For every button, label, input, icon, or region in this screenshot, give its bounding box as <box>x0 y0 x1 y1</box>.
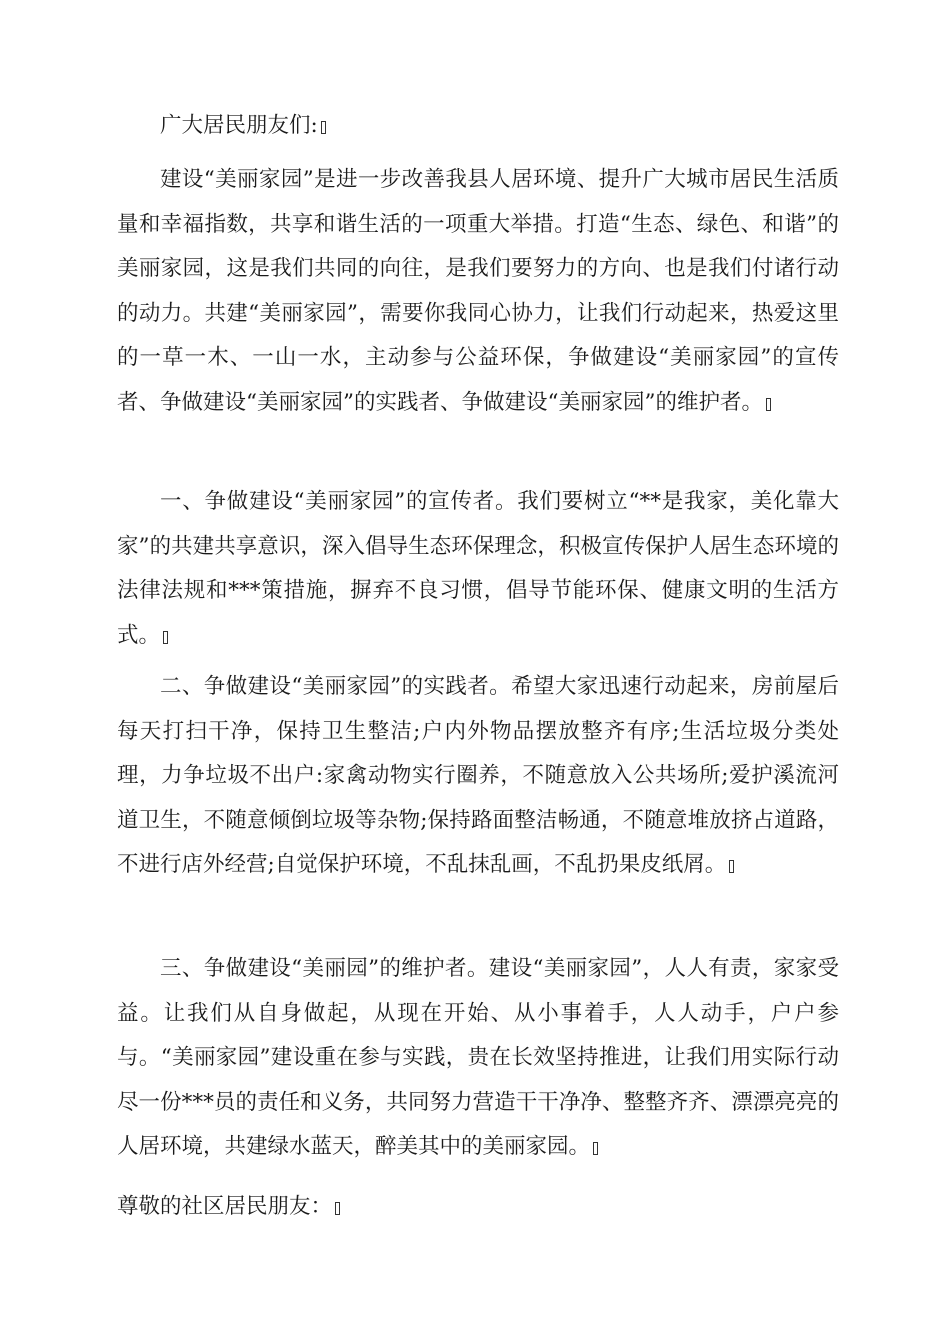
paragraph-text: 一、争做建设“美丽家园”的宣传者。我们要树立“**是我家，美化靠大家”的共建共享意识，深入倡导生态环保理念，积极宣传保护人居生态环境的法律法规和***策措施，摒弃不良习惯，倡导节能环保、健康文明的生活方式。 <box>117 489 839 648</box>
paragraph-mark-icon <box>729 860 734 873</box>
section-one-paragraph <box>117 480 839 658</box>
paragraph-text: 三、争做建设“美丽园”的维护者。建设“美丽家园”，人人有责，家家受益。让我们从自身做起，从现在开始、从小事着手，人人动手，户户参与。“美丽家园”建设重在参与实践，贵在长效坚持推进，让我们用实际行动尽一份***员的责任和义务，共同努力营造干干净净、整整齐齐、漂漂亮亮的人居环境，共建绿水蓝天，醉美其中的美丽家园。 <box>117 956 839 1159</box>
greeting-paragraph <box>117 104 839 149</box>
section-two-paragraph <box>117 665 839 888</box>
section-three-paragraph <box>117 947 839 1170</box>
paragraph-text: 尊敬的社区居民朋友： <box>117 1194 333 1219</box>
second-greeting-paragraph <box>117 1185 839 1230</box>
paragraph-text: 广大居民朋友们: <box>160 113 318 138</box>
paragraph-text: 二、争做建设“美丽家园”的实践者。希望大家迅速行动起来，房前屋后每天打扫干净，保持卫生整洁;户内外物品摆放整齐有序;生活垃圾分类处理，力争垃圾不出户:家禽动物实行圈养，不随意放入公共场所;爱护溪流河道卫生，不随意倾倒垃圾等杂物;保持路面整洁畅通，不随意堆放挤占道路，不进行店外经营;自觉保护环境，不乱抹乱画，不乱扔果皮纸屑。 <box>117 674 839 877</box>
paragraph-text: 建设“美丽家园”是进一步改善我县人居环境、提升广大城市居民生活质量和幸福指数，共享和谐生活的一项重大举措。打造“生态、绿色、和谐”的美丽家园，这是我们共同的向往，是我们要努力的方向、也是我们付诸行动的动力。共建“美丽家园”，需要你我同心协力，让我们行动起来，热爱这里的一草一木、一山一水，主动参与公益环保，争做建设“美丽家园”的宣传者、争做建设“美丽家园”的实践者、争做建设“美丽家园”的维护者。 <box>117 167 839 415</box>
paragraph-mark-icon <box>593 1142 598 1155</box>
paragraph-mark-icon <box>321 121 326 134</box>
paragraph-mark-icon <box>766 398 771 411</box>
paragraph-mark-icon <box>335 1202 340 1215</box>
paragraph-mark-icon <box>163 631 168 644</box>
intro-paragraph <box>117 158 839 425</box>
